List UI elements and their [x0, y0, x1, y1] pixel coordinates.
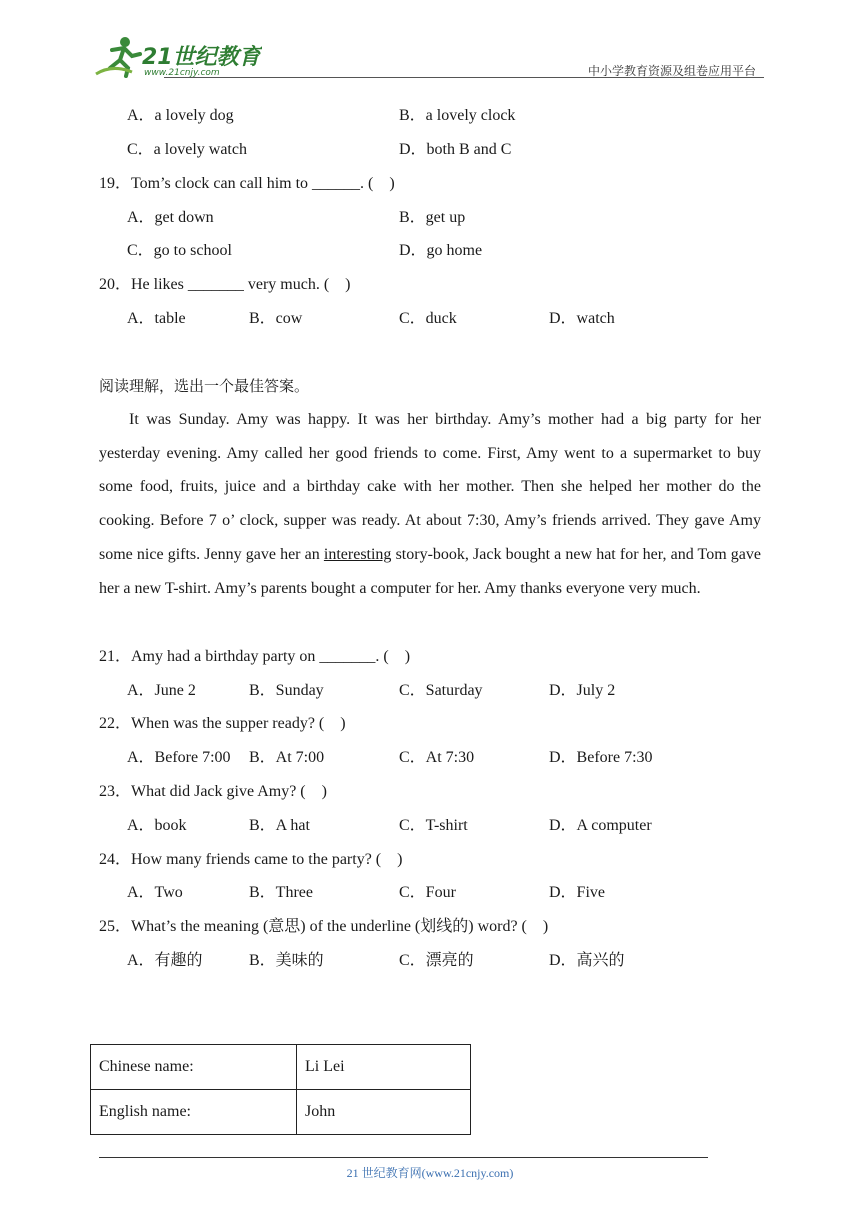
q18-option-d: D．both B and C	[399, 141, 512, 158]
table-cell-value: Li Lei	[297, 1045, 471, 1090]
q23-option-c: C．T-shirt	[399, 817, 468, 834]
q19-stem: 19．Tom’s clock can call him to ______. ( )	[99, 175, 395, 192]
q20-stem: 20．He likes _______ very much. ( )	[99, 276, 351, 293]
logo-url-text: www.21cnjy.com	[144, 68, 220, 78]
q25-option-a: A．有趣的	[127, 952, 203, 969]
site-logo	[92, 34, 262, 78]
table-cell-value: John	[297, 1090, 471, 1135]
q25-stem: 25．What’s the meaning (意思) of the underline (划线的) word? ( )	[99, 918, 549, 935]
q19-option-d: D．go home	[399, 242, 483, 259]
q22-option-c: C．At 7:30	[399, 749, 475, 766]
q24-option-a: A．Two	[127, 884, 183, 901]
q18-option-a: A．a lovely dog	[127, 107, 234, 124]
q19-option-b: B．get up	[399, 209, 466, 226]
q22-option-d: D．Before 7:30	[549, 749, 653, 766]
q18-option-b: B．a lovely clock	[399, 107, 516, 124]
q20-option-a: A．table	[127, 310, 186, 327]
footer-divider	[99, 1157, 708, 1158]
q19-option-c: C．go to school	[127, 242, 232, 259]
reading-passage	[99, 403, 761, 605]
runner-icon	[96, 37, 140, 76]
q24-option-d: D．Five	[549, 884, 606, 901]
passage-underlined-word: interesting	[323, 545, 392, 563]
q21-option-b: B．Sunday	[249, 682, 324, 699]
q23-option-b: B．A hat	[249, 817, 310, 834]
q22-stem: 22．When was the supper ready? ( )	[99, 715, 346, 732]
q22-option-a: A．Before 7:00	[127, 749, 231, 766]
passage-text-2: story-book, Jack bought a new hat for her, and Tom gave her a new T-shirt. Amy’s parents bought a computer for her. Amy thanks everyone very much.	[99, 545, 761, 597]
table-row	[91, 1090, 471, 1135]
table-row	[91, 1045, 471, 1090]
page-header	[92, 30, 764, 80]
q24-option-b: B．Three	[249, 884, 313, 901]
passage-text-1: It was Sunday. Amy was happy. It was her birthday. Amy’s mother had a big party for her yesterday evening. Amy called her good friends to come. First, Amy went to a supermarket to buy some food, fruits, juice and a birthday cake with her mother. Then she helped her mother do the cooking. Before 7 o’ clock, supper was ready. At about 7:30, Amy’s friends arrived. They gave Amy some nice gifts. Jenny gave her an	[99, 411, 761, 563]
q23-stem: 23．What did Jack give Amy? ( )	[99, 783, 327, 800]
q20-option-d: D．watch	[549, 310, 615, 327]
q22-option-b: B．At 7:00	[249, 749, 325, 766]
q20-option-b: B．cow	[249, 310, 303, 327]
q23-option-d: D．A computer	[549, 817, 652, 834]
q21-option-d: D．July 2	[549, 682, 616, 699]
footer-text: 21 世纪教育网(www.21cnjy.com)	[346, 1166, 514, 1180]
logo-text: 21世纪教育	[142, 45, 261, 70]
q25-option-b: B．美味的	[249, 952, 324, 969]
section-title: 阅读理解，选出一个最佳答案。	[99, 377, 310, 395]
q25-option-c: C．漂亮的	[399, 952, 474, 969]
table-cell-label: English name:	[91, 1090, 297, 1135]
table-cell-label: Chinese name:	[91, 1045, 297, 1090]
q24-stem: 24．How many friends came to the party? ( )	[99, 851, 403, 868]
q19-option-a: A．get down	[127, 209, 214, 226]
q21-stem: 21．Amy had a birthday party on _______. ( )	[99, 648, 411, 665]
q18-option-c: C．a lovely watch	[127, 141, 247, 158]
q24-option-c: C．Four	[399, 884, 456, 901]
name-info-table	[90, 1044, 471, 1135]
header-divider	[164, 77, 764, 78]
header-platform-text: 中小学教育资源及组卷应用平台	[587, 64, 756, 78]
q21-option-a: A．June 2	[127, 682, 196, 699]
q20-option-c: C．duck	[399, 310, 457, 327]
q25-option-d: D．高兴的	[549, 952, 625, 969]
q21-option-c: C．Saturday	[399, 682, 483, 699]
q23-option-a: A．book	[127, 817, 187, 834]
